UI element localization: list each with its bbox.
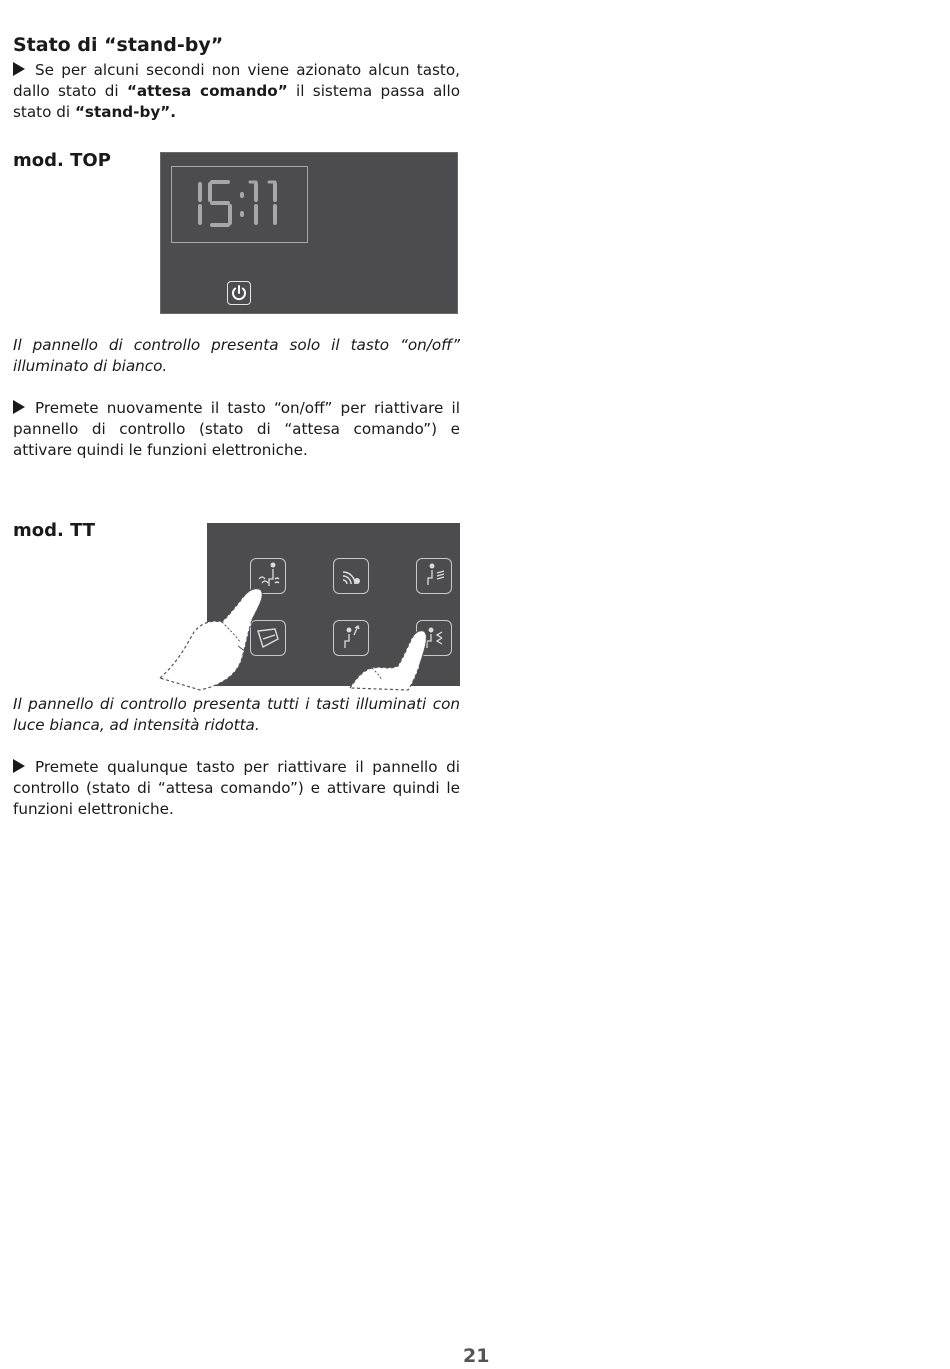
pressing-hands-illustration bbox=[150, 580, 470, 692]
page-number: 21 bbox=[463, 1345, 490, 1367]
bullet-triangle-icon bbox=[13, 759, 25, 773]
mod-tt-instruction bbox=[13, 757, 460, 821]
section-title: Stato di “stand-by” bbox=[13, 34, 224, 56]
mod-top-instruction bbox=[13, 398, 460, 462]
bullet-triangle-icon bbox=[13, 400, 25, 414]
mod-tt-caption: Il pannello di controllo presenta tutti i tasti illuminati con luce bianca, ad intensità ridotta. bbox=[13, 695, 460, 735]
mod-top-caption: Il pannello di controllo presenta solo il tasto “on/off” illuminato di bianco. bbox=[13, 336, 460, 376]
clock-digits bbox=[172, 167, 306, 241]
intro-paragraph bbox=[13, 60, 460, 124]
intro-text-2: il sistema passa allo stato di bbox=[13, 82, 460, 122]
mod-top-label: mod. TOP bbox=[13, 150, 111, 171]
intro-bold-2: “stand-by”. bbox=[74, 103, 176, 122]
intro-bold-1: “attesa comando” bbox=[126, 82, 288, 101]
mod-top-instruction-text: Premete nuovamente il tasto “on/off” per riattivare il pannello di controllo (stato di “attesa comando”) e attivare quindi le funzioni elettroniche. bbox=[13, 399, 460, 460]
mod-tt-label: mod. TT bbox=[13, 520, 96, 541]
power-button[interactable] bbox=[227, 281, 251, 305]
mod-top-control-panel bbox=[160, 152, 458, 314]
mod-tt-instruction-text: Premete qualunque tasto per riattivare il pannello di controllo (stato di “attesa comando”) e attivare quindi le funzioni elettroniche. bbox=[13, 758, 460, 819]
clock-display bbox=[171, 166, 308, 243]
bullet-triangle-icon bbox=[13, 62, 25, 76]
intro-text-1: Se per alcuni secondi non viene azionato alcun tasto, dallo stato di bbox=[13, 61, 460, 101]
power-icon bbox=[228, 282, 250, 304]
